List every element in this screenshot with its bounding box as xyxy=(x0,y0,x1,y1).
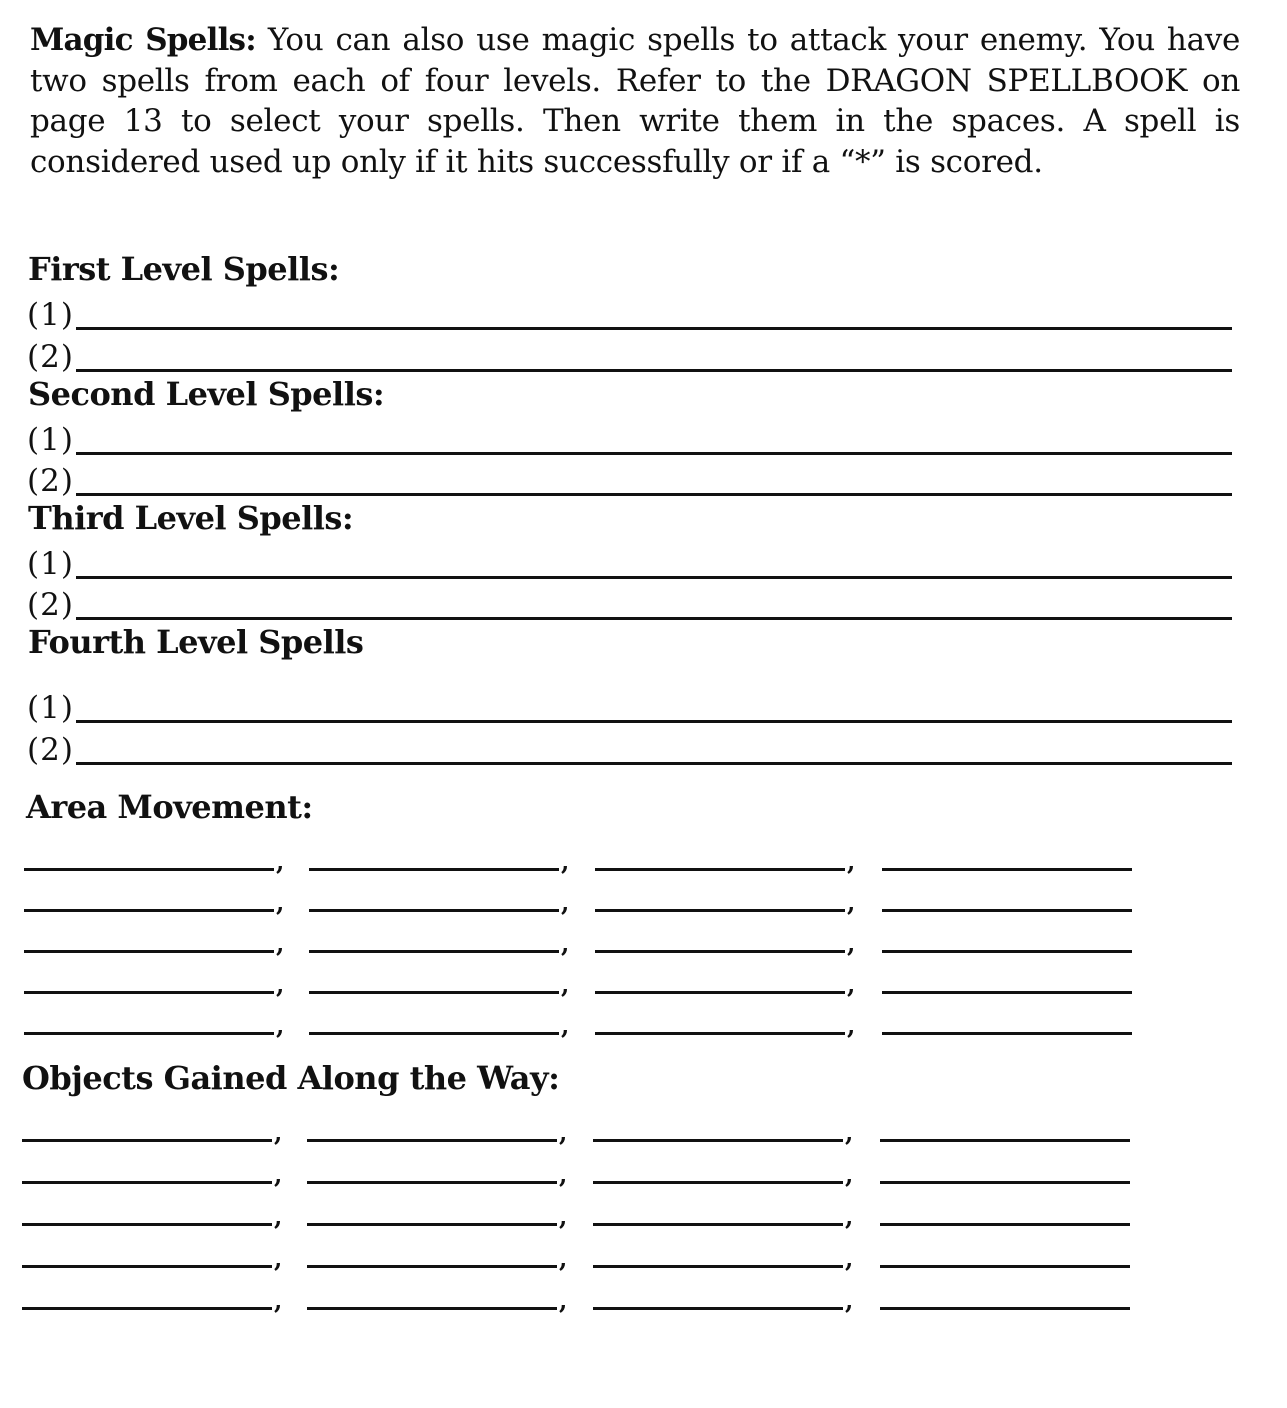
objects-gained-blank[interactable] xyxy=(307,1123,557,1142)
comma-separator: , xyxy=(845,1286,854,1315)
objects-gained-blank[interactable] xyxy=(880,1249,1130,1268)
fourth-level-slot-1[interactable] xyxy=(27,687,1232,725)
comma-separator: , xyxy=(276,888,285,917)
objects-gained-blank[interactable] xyxy=(22,1249,272,1268)
comma-separator: , xyxy=(847,970,856,999)
objects-gained-blank[interactable] xyxy=(307,1165,557,1184)
third-level-heading: Third Level Spells: xyxy=(28,499,354,537)
area-movement-blank[interactable] xyxy=(24,1016,274,1035)
comma-separator: , xyxy=(274,1202,283,1231)
comma-separator: , xyxy=(561,1011,570,1040)
area-movement-blank[interactable] xyxy=(24,852,274,871)
slot-number: (1) xyxy=(27,690,74,726)
magic-spells-instructions xyxy=(30,20,1240,182)
area-movement-blank[interactable] xyxy=(595,893,845,912)
comma-separator: , xyxy=(559,1286,568,1315)
magic-spells-text: You can also use magic spells to attack your enemy. You have two spells from each of four levels. Refer to the DRAGON SPELLBOOK on page 13 to select your spells. Then write them in the spaces. A spell is considered used up only if it hits successfully or if a “*” is scored. xyxy=(30,22,1241,180)
area-movement-blank[interactable] xyxy=(882,934,1132,953)
write-in-line[interactable] xyxy=(76,762,1232,765)
write-in-line[interactable] xyxy=(76,576,1232,579)
write-in-line[interactable] xyxy=(76,452,1232,455)
area-movement-blank[interactable] xyxy=(24,975,274,994)
comma-separator: , xyxy=(561,847,570,876)
area-movement-blank[interactable] xyxy=(595,975,845,994)
area-movement-blank[interactable] xyxy=(309,1016,559,1035)
area-movement-blank[interactable] xyxy=(309,893,559,912)
area-movement-blank[interactable] xyxy=(595,934,845,953)
second-level-slot-1[interactable] xyxy=(27,419,1232,457)
comma-separator: , xyxy=(561,970,570,999)
area-movement-blank[interactable] xyxy=(309,975,559,994)
area-movement-blank[interactable] xyxy=(24,893,274,912)
objects-gained-blank[interactable] xyxy=(880,1207,1130,1226)
area-movement-blank[interactable] xyxy=(595,852,845,871)
comma-separator: , xyxy=(274,1160,283,1189)
objects-gained-blank[interactable] xyxy=(22,1291,272,1310)
first-level-slot-1[interactable] xyxy=(27,294,1232,332)
third-level-slot-1[interactable] xyxy=(27,543,1232,581)
magic-spells-lead: Magic Spells: xyxy=(30,22,256,58)
second-level-heading: Second Level Spells: xyxy=(28,375,385,413)
write-in-line[interactable] xyxy=(76,369,1232,372)
comma-separator: , xyxy=(845,1160,854,1189)
slot-number: (2) xyxy=(27,587,74,623)
comma-separator: , xyxy=(276,929,285,958)
objects-gained-blank[interactable] xyxy=(593,1207,843,1226)
comma-separator: , xyxy=(847,888,856,917)
objects-gained-blank[interactable] xyxy=(22,1207,272,1226)
second-level-slot-2[interactable] xyxy=(27,460,1232,498)
comma-separator: , xyxy=(845,1118,854,1147)
objects-gained-blank[interactable] xyxy=(593,1123,843,1142)
comma-separator: , xyxy=(845,1202,854,1231)
write-in-line[interactable] xyxy=(76,617,1232,620)
area-movement-blank[interactable] xyxy=(882,852,1132,871)
write-in-line[interactable] xyxy=(76,493,1232,496)
comma-separator: , xyxy=(276,1011,285,1040)
comma-separator: , xyxy=(561,929,570,958)
comma-separator: , xyxy=(276,970,285,999)
comma-separator: , xyxy=(847,1011,856,1040)
slot-number: (1) xyxy=(27,297,74,333)
area-movement-blank[interactable] xyxy=(882,1016,1132,1035)
third-level-slot-2[interactable] xyxy=(27,584,1232,622)
objects-gained-blank[interactable] xyxy=(593,1165,843,1184)
area-movement-blank[interactable] xyxy=(309,852,559,871)
objects-gained-blank[interactable] xyxy=(880,1291,1130,1310)
comma-separator: , xyxy=(561,888,570,917)
comma-separator: , xyxy=(845,1244,854,1273)
slot-number: (2) xyxy=(27,339,74,375)
objects-gained-blank[interactable] xyxy=(307,1249,557,1268)
fourth-level-heading: Fourth Level Spells xyxy=(28,623,364,661)
write-in-line[interactable] xyxy=(76,327,1232,330)
objects-gained-heading: Objects Gained Along the Way: xyxy=(22,1059,560,1097)
comma-separator: , xyxy=(274,1244,283,1273)
area-movement-heading: Area Movement: xyxy=(26,788,313,826)
write-in-line[interactable] xyxy=(76,720,1232,723)
comma-separator: , xyxy=(559,1202,568,1231)
objects-gained-blank[interactable] xyxy=(593,1291,843,1310)
first-level-slot-2[interactable] xyxy=(27,336,1232,374)
comma-separator: , xyxy=(274,1118,283,1147)
objects-gained-blank[interactable] xyxy=(22,1165,272,1184)
comma-separator: , xyxy=(276,847,285,876)
objects-gained-blank[interactable] xyxy=(307,1207,557,1226)
area-movement-blank[interactable] xyxy=(882,975,1132,994)
objects-gained-blank[interactable] xyxy=(307,1291,557,1310)
objects-gained-blank[interactable] xyxy=(22,1123,272,1142)
comma-separator: , xyxy=(847,847,856,876)
area-movement-blank[interactable] xyxy=(595,1016,845,1035)
slot-number: (2) xyxy=(27,463,74,499)
first-level-heading: First Level Spells: xyxy=(28,250,340,288)
comma-separator: , xyxy=(274,1286,283,1315)
comma-separator: , xyxy=(559,1118,568,1147)
comma-separator: , xyxy=(559,1244,568,1273)
slot-number: (2) xyxy=(27,732,74,768)
comma-separator: , xyxy=(559,1160,568,1189)
area-movement-blank[interactable] xyxy=(882,893,1132,912)
objects-gained-blank[interactable] xyxy=(880,1165,1130,1184)
comma-separator: , xyxy=(847,929,856,958)
objects-gained-blank[interactable] xyxy=(880,1123,1130,1142)
fourth-level-slot-2[interactable] xyxy=(27,729,1232,767)
slot-number: (1) xyxy=(27,546,74,582)
area-movement-blank[interactable] xyxy=(309,934,559,953)
objects-gained-blank[interactable] xyxy=(593,1249,843,1268)
area-movement-blank[interactable] xyxy=(24,934,274,953)
slot-number: (1) xyxy=(27,422,74,458)
